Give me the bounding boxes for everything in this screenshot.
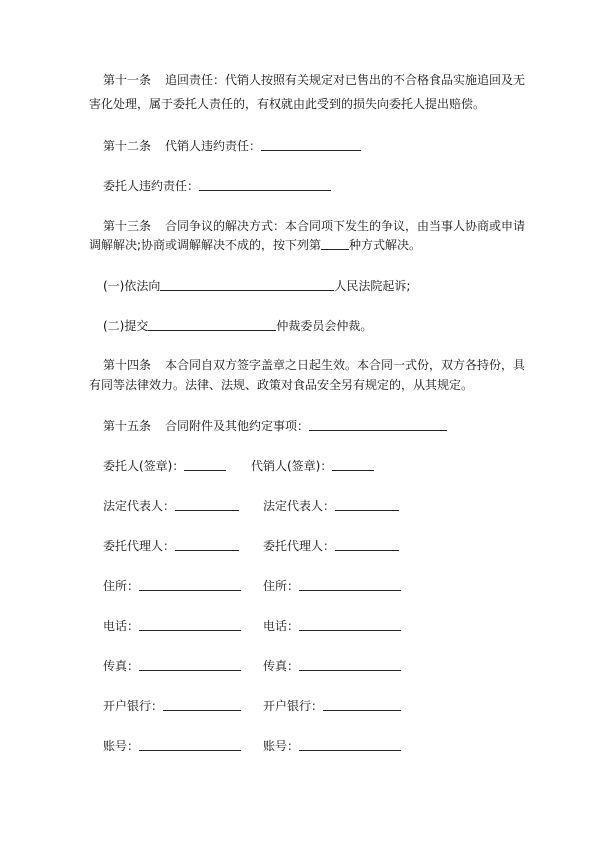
- option-2-line: [103, 318, 372, 333]
- clause-15-line: [103, 418, 447, 433]
- sig-label: 账号：: [263, 739, 300, 753]
- clause-12b-blank[interactable]: [199, 178, 331, 191]
- option-2-text-b: 仲裁委员会仲裁。: [276, 319, 373, 333]
- clause-13-text-2a: 调解解决;协商或调解解决不成的，按下列第: [89, 238, 322, 252]
- sig-agent-seal: [251, 458, 374, 473]
- sig-label: 委托人(签章)：: [103, 459, 185, 473]
- sig-left-agent: [103, 538, 239, 553]
- sig-blank[interactable]: [299, 738, 401, 751]
- clause-14-text-2: 有同等法律效力。法律、法规、政策对食品安全另有规定的，从其规定。: [89, 378, 474, 392]
- clause-13-method-blank[interactable]: [321, 237, 349, 250]
- sig-right-fax: [263, 658, 401, 673]
- sig-blank[interactable]: [332, 458, 374, 471]
- option-1-text-a: (一)依法向: [103, 279, 161, 293]
- sig-label: 开户银行：: [103, 699, 164, 713]
- clause-12-line: [103, 138, 361, 153]
- sig-label: 电话：: [103, 619, 140, 633]
- clause-15-blank[interactable]: [309, 418, 447, 431]
- sig-right-account: [263, 738, 401, 753]
- sig-label: 电话：: [263, 619, 300, 633]
- sig-label: 传真：: [103, 659, 140, 673]
- sig-left-account: [103, 738, 241, 753]
- sig-label: 代销人(签章)：: [251, 459, 333, 473]
- clause-11-title: 第十一条: [103, 73, 152, 87]
- sig-right-address: [263, 578, 401, 593]
- clause-13-text-1: 合同争议的解决方式：本合同项下发生的争议，由当事人协商或申请: [165, 219, 526, 233]
- clause-15-title: 第十五条: [103, 419, 152, 433]
- sig-principal-seal: [103, 458, 226, 473]
- sig-blank[interactable]: [299, 618, 401, 631]
- clause-13-line-1: [103, 219, 525, 233]
- sig-label: 传真：: [263, 659, 300, 673]
- clause-14-text-1: 本合同自双方签字盖章之日起生效。本合同一式份，双方各持份，具: [165, 358, 526, 372]
- sig-left-legal-rep: [103, 498, 239, 513]
- sig-label: 委托代理人：: [103, 539, 176, 553]
- sig-blank[interactable]: [139, 738, 241, 751]
- sig-blank[interactable]: [139, 658, 241, 671]
- sig-label: 法定代表人：: [263, 499, 336, 513]
- clause-12-title: 第十二条: [103, 139, 152, 153]
- sig-blank[interactable]: [299, 578, 401, 591]
- sig-blank[interactable]: [335, 538, 399, 551]
- sig-blank[interactable]: [323, 698, 401, 711]
- sig-blank[interactable]: [175, 538, 239, 551]
- clause-11-line-1: [103, 73, 525, 87]
- clause-11-text-1: 追回责任：代销人按照有关规定对已售出的不合格食品实施追回及无: [165, 73, 526, 87]
- option-1-court-blank[interactable]: [160, 278, 334, 291]
- sig-blank[interactable]: [335, 498, 399, 511]
- sig-left-phone: [103, 618, 241, 633]
- clause-12-text: 代销人违约责任：: [165, 139, 262, 153]
- clause-13-title: 第十三条: [103, 219, 152, 233]
- option-1-text-b: 人民法院起诉;: [334, 279, 411, 293]
- option-2-arbitration-blank[interactable]: [148, 318, 276, 331]
- sig-left-address: [103, 578, 241, 593]
- sig-blank[interactable]: [163, 698, 241, 711]
- sig-blank[interactable]: [175, 498, 239, 511]
- clause-14-line-2: [89, 378, 473, 392]
- option-2-text-a: (二)提交: [103, 319, 149, 333]
- sig-label: 法定代表人：: [103, 499, 176, 513]
- clause-13-line-2: [89, 237, 421, 252]
- sig-blank[interactable]: [184, 458, 226, 471]
- sig-right-phone: [263, 618, 401, 633]
- sig-right-agent: [263, 538, 399, 553]
- clause-14-line-1: [103, 358, 525, 372]
- clause-15-text: 合同附件及其他约定事项：: [165, 419, 310, 433]
- clause-12-blank[interactable]: [261, 138, 361, 151]
- sig-label: 账号：: [103, 739, 140, 753]
- sig-blank[interactable]: [299, 658, 401, 671]
- sig-right-bank: [263, 698, 401, 713]
- option-1-line: [103, 278, 410, 293]
- clause-12b-line: [103, 178, 331, 193]
- sig-label: 委托代理人：: [263, 539, 336, 553]
- clause-12b-text: 委托人违约责任：: [103, 179, 200, 193]
- clause-13-text-2b: 种方式解决。: [349, 238, 422, 252]
- sig-left-bank: [103, 698, 241, 713]
- sig-blank[interactable]: [139, 578, 241, 591]
- sig-label: 住所：: [263, 579, 300, 593]
- sig-left-fax: [103, 658, 241, 673]
- clause-11-text-2: 害化处理，属于委托人责任的，有权就由此受到的损失向委托人提出赔偿。: [89, 97, 486, 111]
- clause-14-title: 第十四条: [103, 358, 152, 372]
- sig-blank[interactable]: [139, 618, 241, 631]
- sig-right-legal-rep: [263, 498, 399, 513]
- sig-label: 住所：: [103, 579, 140, 593]
- clause-11-line-2: [89, 97, 485, 111]
- sig-label: 开户银行：: [263, 699, 324, 713]
